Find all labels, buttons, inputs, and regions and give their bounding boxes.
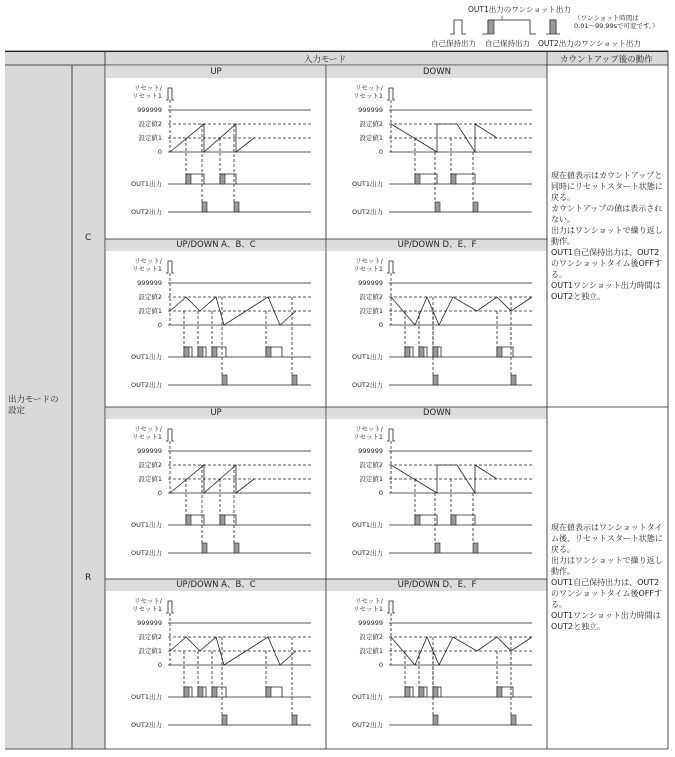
- panel-title-r-up: UP: [106, 407, 326, 419]
- axis-max-label: 999999: [137, 279, 162, 287]
- axis-reset-label: リセット1: [352, 433, 383, 441]
- axis-out2-label: OUT2出力: [352, 208, 383, 216]
- axis-set1-label: 設定値1: [138, 475, 162, 483]
- legend-self-hold-1-label: 自己保持出力: [431, 39, 476, 48]
- axis-set2-label: 設定値2: [359, 633, 383, 641]
- axis-zero-label: 0: [157, 661, 162, 669]
- axis-zero-label: 0: [378, 148, 383, 156]
- axis-set1-label: 設定値1: [359, 307, 383, 315]
- legend-note: （ワンショット時間は 0.01～99.99sで可変です。）: [574, 14, 659, 30]
- panel-title-r-down: DOWN: [327, 407, 547, 419]
- out1-oneshot-fill: [419, 347, 424, 357]
- out2-oneshot-fill: [433, 375, 438, 385]
- out1-oneshot-fill: [405, 687, 410, 697]
- axis-set2-label: 設定値2: [138, 633, 162, 641]
- out1-oneshot-fill: [451, 174, 456, 184]
- axis-zero-label: 0: [378, 489, 383, 497]
- out2-oneshot-fill: [222, 375, 227, 385]
- axis-reset-label: リセット1: [131, 433, 162, 441]
- mode-label-c: C: [85, 233, 92, 243]
- out1-oneshot-fill: [451, 515, 456, 525]
- out1-oneshot-fill: [419, 687, 424, 697]
- diagram-lines: [387, 261, 532, 385]
- out2-oneshot-fill: [511, 715, 516, 725]
- out1-oneshot-fill: [405, 347, 410, 357]
- axis-reset-label: リセット1: [131, 605, 162, 613]
- out1-oneshot-fill: [433, 347, 438, 357]
- axis-zero-label: 0: [157, 489, 162, 497]
- out1-oneshot-fill: [415, 174, 420, 184]
- reset-pulse: [387, 88, 395, 100]
- chart-r-down: [327, 421, 547, 577]
- axis-reset-label: リセット/: [354, 425, 383, 433]
- axis-set2-label: 設定値2: [138, 120, 162, 128]
- count-waveform: [170, 465, 254, 493]
- axis-out2-label: OUT2出力: [131, 721, 162, 729]
- axis-out2-label: OUT2出力: [352, 381, 383, 389]
- reset-pulse: [387, 601, 395, 613]
- axis-set1-label: 設定値1: [359, 475, 383, 483]
- chart-c-updown-abc: [106, 253, 326, 405]
- panel-title-c-up: UP: [106, 66, 326, 78]
- out1-oneshot-fill: [220, 174, 225, 184]
- out1-oneshot-fill: [212, 687, 217, 697]
- axis-set1-label: 設定値1: [138, 134, 162, 142]
- panel-title-c-down: DOWN: [327, 66, 547, 78]
- axis-out1-label: OUT1出力: [131, 693, 162, 701]
- diagram-lines: [166, 261, 311, 385]
- legend-out2-oneshot-label: OUT2出力のワンショット出力: [538, 39, 641, 48]
- panel-title-c-updown-abc: UP/DOWN A、B、C: [106, 239, 326, 251]
- axis-zero-label: 0: [157, 148, 162, 156]
- diagram-lines: [166, 88, 311, 212]
- reset-pulse: [387, 429, 395, 441]
- axis-out2-label: OUT2出力: [352, 549, 383, 557]
- out1-oneshot-fill: [433, 687, 438, 697]
- axis-reset-label: リセット/: [133, 597, 162, 605]
- legend-self-hold-2-label: 自己保持出力: [485, 39, 530, 48]
- panel-title-r-updown-def: UP/DOWN D、E、F: [327, 579, 547, 591]
- panel-title-r-updown-abc: UP/DOWN A、B、C: [106, 579, 326, 591]
- axis-out1-label: OUT1出力: [131, 521, 162, 529]
- out2-oneshot-fill: [292, 715, 297, 725]
- axis-reset-label: リセット/: [354, 597, 383, 605]
- axis-max-label: 999999: [358, 619, 383, 627]
- out1-oneshot-fill: [184, 687, 189, 697]
- reset-pulse: [166, 261, 174, 273]
- axis-reset-label: リセット/: [133, 84, 162, 92]
- out2-oneshot-fill: [202, 543, 207, 553]
- chart-c-updown-def: [327, 253, 547, 405]
- axis-set2-label: 設定値2: [359, 120, 383, 128]
- axis-out1-label: OUT1出力: [352, 353, 383, 361]
- axis-set1-label: 設定値1: [138, 307, 162, 315]
- axis-set1-label: 設定値1: [359, 647, 383, 655]
- out1-oneshot-fill: [497, 347, 502, 357]
- reset-pulse: [166, 88, 174, 100]
- out2-oneshot-fill: [234, 202, 239, 212]
- axis-out2-label: OUT2出力: [131, 549, 162, 557]
- out2-oneshot-fill: [435, 202, 440, 212]
- axis-max-label: 999999: [358, 447, 383, 455]
- count-waveform: [170, 124, 254, 152]
- chart-r-updown-def: [327, 593, 547, 747]
- axis-out2-label: OUT2出力: [131, 208, 162, 216]
- out2-oneshot-fill: [473, 202, 478, 212]
- axis-out2-label: OUT2出力: [131, 381, 162, 389]
- out2-oneshot-fill: [511, 375, 516, 385]
- axis-reset-label: リセット/: [133, 425, 162, 433]
- axis-out2-label: OUT2出力: [352, 721, 383, 729]
- chart-c-down: [327, 80, 547, 238]
- out1-oneshot-fill: [184, 347, 189, 357]
- diagram-lines: [166, 429, 311, 553]
- axis-max-label: 999999: [358, 279, 383, 287]
- description-c: 現在値表示はカウントアップと同時にリセットスタート状態に戻る。 カウントアップの値は表示されない。 出力はワンショットで繰り返し動作。 OUT1自己保持出力は、OUT2のワンショットタイム後OFFする。 OUT1ワンショット出力時間はOUT2と独立。: [551, 171, 663, 301]
- axis-max-label: 999999: [137, 106, 162, 114]
- out2-oneshot-fill: [202, 202, 207, 212]
- out1-oneshot-fill: [186, 174, 191, 184]
- description-r: 現在値表示はワンショットタイム後、リセットスタート状態に戻る。 出力はワンショットで繰り返し動作。 OUT1自己保持出力は、OUT2のワンショットタイム後OFFする。 OUT1ワンショット出力時間はOUT2と独立。: [551, 523, 663, 631]
- diagram-lines: [387, 429, 532, 553]
- axis-set1-label: 設定値1: [359, 134, 383, 142]
- axis-zero-label: 0: [157, 321, 162, 329]
- out1-oneshot-fill: [266, 687, 271, 697]
- out2-oneshot-fill: [234, 543, 239, 553]
- axis-reset-label: リセット1: [352, 265, 383, 273]
- axis-set2-label: 設定値2: [359, 461, 383, 469]
- reset-pulse: [387, 261, 395, 273]
- axis-reset-label: リセット/: [354, 84, 383, 92]
- axis-max-label: 999999: [137, 447, 162, 455]
- out1-oneshot-fill: [220, 515, 225, 525]
- out1-oneshot-fill: [497, 687, 502, 697]
- diagram-lines: [387, 88, 532, 212]
- header-countup-action: カウントアップ後の動作: [560, 55, 653, 65]
- reset-pulse: [166, 429, 174, 441]
- out1-oneshot-fill: [415, 515, 420, 525]
- chart-r-updown-abc: [106, 593, 326, 747]
- axis-reset-label: リセット1: [352, 92, 383, 100]
- axis-out1-label: OUT1出力: [131, 353, 162, 361]
- axis-set2-label: 設定値2: [138, 461, 162, 469]
- out1-oneshot-fill: [212, 347, 217, 357]
- axis-set1-label: 設定値1: [138, 647, 162, 655]
- mode-label-r: R: [85, 573, 92, 583]
- row-header-label: 出力モードの 設定: [8, 395, 59, 416]
- out1-oneshot-fill: [198, 347, 203, 357]
- chart-c-up: [106, 80, 326, 238]
- out2-oneshot-fill: [433, 715, 438, 725]
- axis-out1-label: OUT1出力: [352, 180, 383, 188]
- diagram-lines: [387, 601, 532, 725]
- diagram-lines: [166, 601, 311, 725]
- axis-max-label: 999999: [137, 619, 162, 627]
- axis-zero-label: 0: [378, 321, 383, 329]
- axis-reset-label: リセット1: [352, 605, 383, 613]
- out2-oneshot-fill: [473, 543, 478, 553]
- axis-reset-label: リセット1: [131, 92, 162, 100]
- out1-oneshot-fill: [266, 347, 271, 357]
- axis-out1-label: OUT1出力: [131, 180, 162, 188]
- out2-oneshot-fill: [222, 715, 227, 725]
- axis-reset-label: リセット/: [354, 257, 383, 265]
- axis-reset-label: リセット/: [133, 257, 162, 265]
- header-input-mode: 入力モード: [304, 55, 347, 65]
- chart-r-up: [106, 421, 326, 577]
- axis-set2-label: 設定値2: [359, 293, 383, 301]
- panel-title-c-updown-def: UP/DOWN D、E、F: [327, 239, 547, 251]
- out2-oneshot-fill: [435, 543, 440, 553]
- axis-out1-label: OUT1出力: [352, 521, 383, 529]
- axis-max-label: 999999: [358, 106, 383, 114]
- axis-zero-label: 0: [378, 661, 383, 669]
- axis-reset-label: リセット1: [131, 265, 162, 273]
- out2-oneshot-fill: [292, 375, 297, 385]
- legend-out1-oneshot-label: OUT1出力のワンショット出力: [468, 5, 571, 14]
- out1-oneshot-fill: [186, 515, 191, 525]
- axis-set2-label: 設定値2: [138, 293, 162, 301]
- out1-oneshot-fill: [198, 687, 203, 697]
- reset-pulse: [166, 601, 174, 613]
- axis-out1-label: OUT1出力: [352, 693, 383, 701]
